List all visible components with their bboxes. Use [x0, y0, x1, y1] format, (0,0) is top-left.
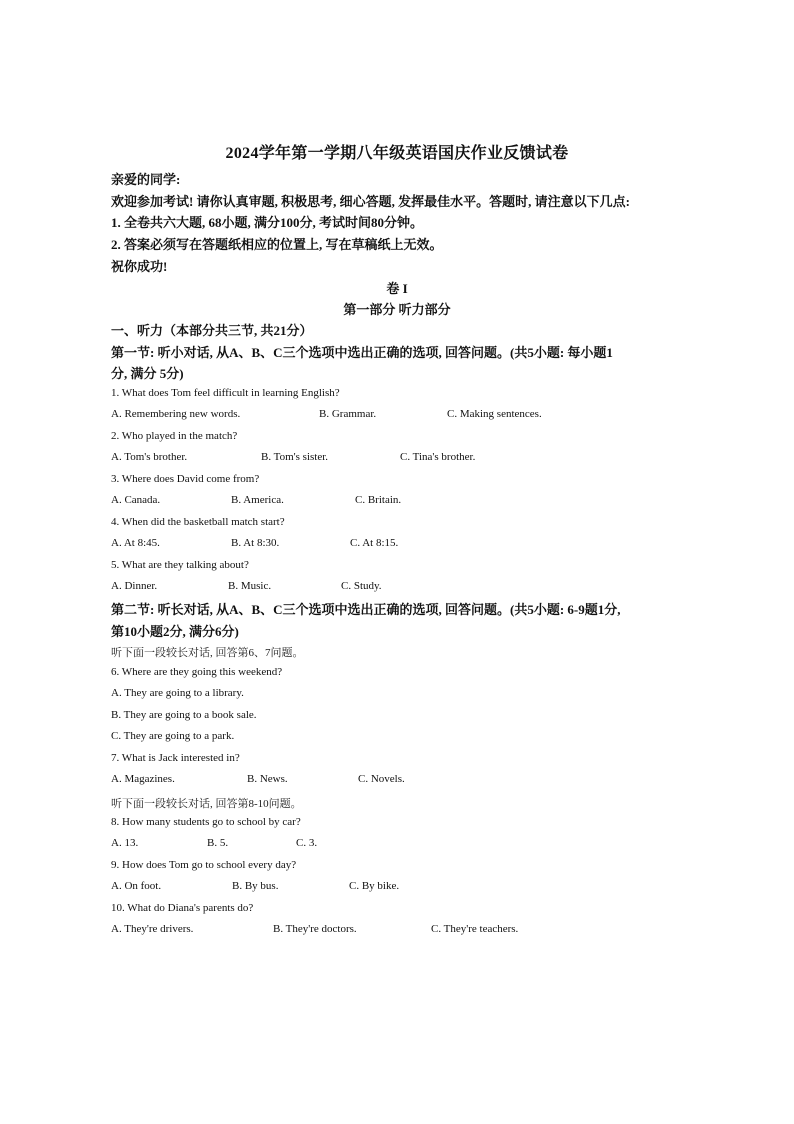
q1-option-b: B. Grammar.: [319, 408, 377, 420]
question-5: 5. What are they talking about?: [111, 559, 249, 571]
question-1: 1. What does Tom feel difficult in learning English?: [111, 387, 340, 399]
q5-option-b: B. Music.: [228, 580, 272, 592]
wish-text: 祝你成功!: [111, 259, 168, 274]
q9-option-c: C. By bike.: [349, 880, 400, 892]
question-10: 10. What do Diana's parents do?: [111, 902, 254, 914]
rule-2: 2. 答案必须写在答题纸相应的位置上, 写在草稿纸上无效。: [111, 237, 443, 252]
question-8: 8. How many students go to school by car?: [111, 816, 301, 828]
q7-option-b: B. News.: [247, 773, 288, 785]
q4-option-a: A. At 8:45.: [111, 537, 160, 549]
q6-option-a: A. They are going to a library.: [111, 687, 244, 699]
question-6: 6. Where are they going this weekend?: [111, 666, 283, 678]
q6-option-c: C. They are going to a park.: [111, 730, 235, 742]
section-2-instruction: 第二节: 听长对话, 从A、B、C三个选项中选出正确的选项, 回答问题。(共5小题: 6-9题1分,: [111, 602, 621, 617]
q10-option-b: B. They're doctors.: [273, 923, 357, 935]
intro-text: 欢迎参加考试! 请你认真审题, 积极思考, 细心答题, 发挥最佳水平。答题时, 请注意以下几点:: [111, 194, 630, 209]
q4-option-c: C. At 8:15.: [350, 537, 399, 549]
greeting: 亲爱的同学:: [111, 172, 181, 187]
q8-option-a: A. 13.: [111, 837, 139, 849]
listening-note-2: 听下面一段较长对话, 回答第8-10问题。: [111, 798, 302, 810]
q3-option-b: B. America.: [231, 494, 284, 506]
q1-option-a: A. Remembering new words.: [111, 408, 241, 420]
q5-option-a: A. Dinner.: [111, 580, 158, 592]
q6-option-b: B. They are going to a book sale.: [111, 709, 257, 721]
q1-option-c: C. Making sentences.: [447, 408, 542, 420]
q2-option-a: A. Tom's brother.: [111, 451, 188, 463]
question-7: 7. What is Jack interested in?: [111, 752, 240, 764]
part-label: 第一部分 听力部分: [343, 302, 451, 317]
rule-1: 1. 全卷共六大题, 68小题, 满分100分, 考试时间80分钟。: [111, 215, 424, 230]
q2-option-b: B. Tom's sister.: [261, 451, 329, 463]
volume-label: 卷 I: [386, 281, 408, 296]
q8-option-b: B. 5.: [207, 837, 229, 849]
listening-note-1: 听下面一段较长对话, 回答第6、7问题。: [111, 647, 304, 659]
q7-option-a: A. Magazines.: [111, 773, 175, 785]
q7-option-c: C. Novels.: [358, 773, 405, 785]
q5-option-c: C. Study.: [341, 580, 382, 592]
q4-option-b: B. At 8:30.: [231, 537, 280, 549]
section-1-instruction: 第一节: 听小对话, 从A、B、C三个选项中选出正确的选项, 回答问题。(共5小题: 每小题1: [111, 345, 613, 360]
question-3: 3. Where does David come from?: [111, 473, 260, 485]
q9-option-b: B. By bus.: [232, 880, 279, 892]
q9-option-a: A. On foot.: [111, 880, 162, 892]
q8-option-c: C. 3.: [296, 837, 318, 849]
section-heading: 一、听力（本部分共三节, 共21分）: [111, 323, 313, 338]
section-2-instruction-cont: 第10小题2分, 满分6分): [111, 624, 239, 639]
question-2: 2. Who played in the match?: [111, 430, 238, 442]
q10-option-c: C. They're teachers.: [431, 923, 519, 935]
q3-option-c: C. Britain.: [355, 494, 402, 506]
question-4: 4. When did the basketball match start?: [111, 516, 285, 528]
q3-option-a: A. Canada.: [111, 494, 161, 506]
exam-title: 2024学年第一学期八年级英语国庆作业反馈试卷: [225, 145, 569, 162]
q10-option-a: A. They're drivers.: [111, 923, 194, 935]
section-1-instruction-cont: 分, 满分 5分): [111, 366, 184, 381]
q2-option-c: C. Tina's brother.: [400, 451, 476, 463]
question-9: 9. How does Tom go to school every day?: [111, 859, 297, 871]
